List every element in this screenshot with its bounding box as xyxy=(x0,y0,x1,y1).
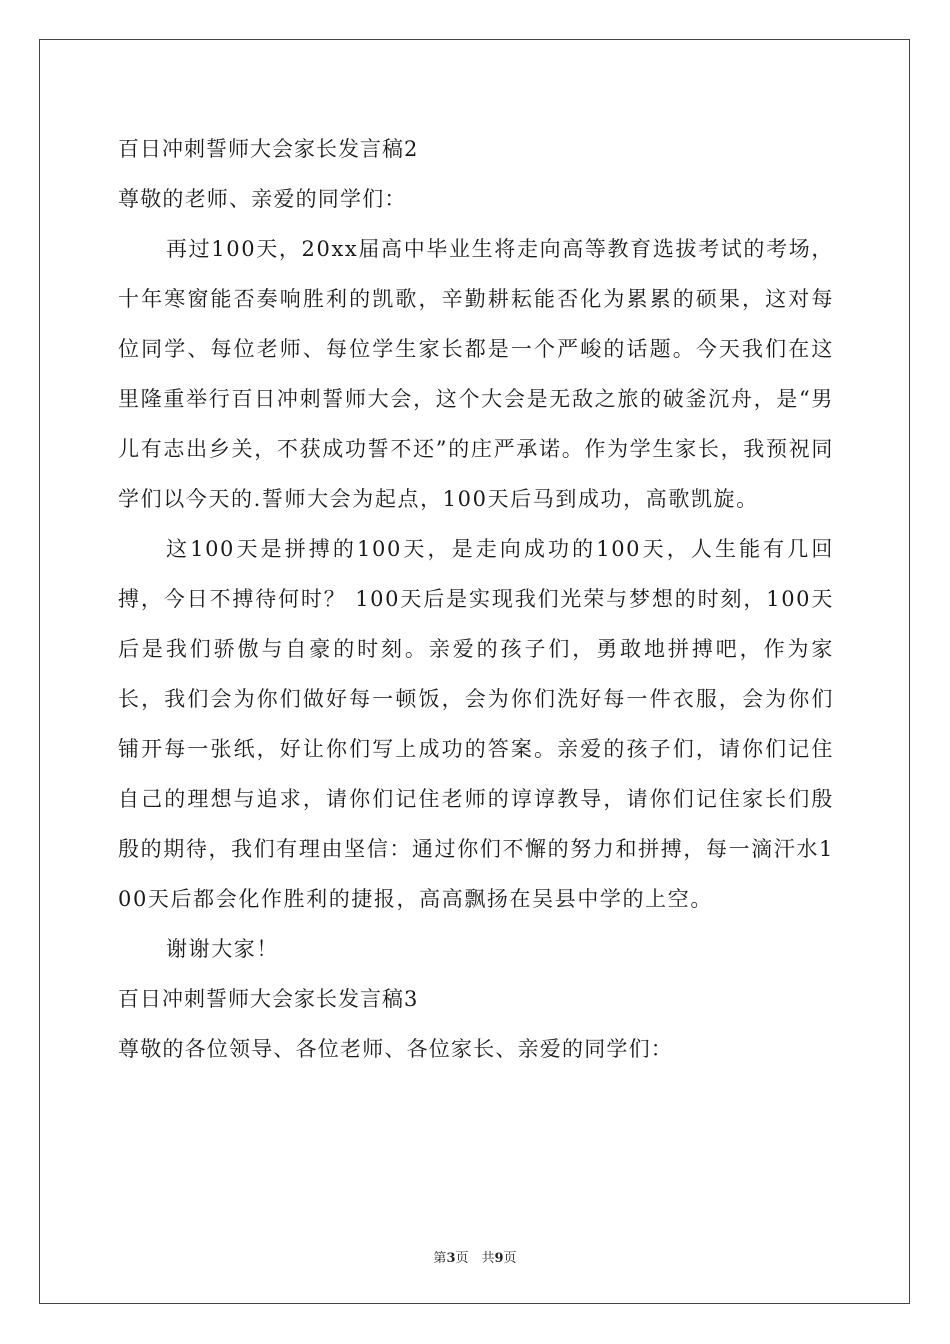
page-footer xyxy=(0,1247,950,1266)
total-pages-number: 9 xyxy=(494,1251,504,1266)
section-heading: 百日冲刺誓师大会家长发言稿2 xyxy=(118,137,419,161)
footer-mid: 页 共 xyxy=(455,1251,495,1266)
paragraph: 再过100天，20xx届高中毕业生将走向高等教育选拔考试的考场，十年寒窗能否奏响胜利的凯歌，辛勤耕耘能否化为累累的硕果，这对每位同学、每位老师、每位学生家长都是一个严峻的话题。今天我们在这里隆重举行百日冲刺誓师大会，这个大会是无敌之旅的破釜沉舟，是“男儿有志出乡关，不获成功誓不还”的庄严承诺。作为学生家长，我预祝同学们以今天的.誓师大会为起点，100天后马到成功，高歌凯旋。 xyxy=(118,237,834,511)
footer-prefix: 第 xyxy=(433,1251,447,1266)
salutation: 尊敬的各位领导、各位老师、各位家长、亲爱的同学们： xyxy=(118,1037,673,1061)
salutation: 尊敬的老师、亲爱的同学们： xyxy=(118,187,407,211)
current-page-number: 3 xyxy=(446,1251,456,1266)
footer-suffix: 页 xyxy=(503,1251,517,1266)
document-body xyxy=(118,124,834,1074)
paragraph: 这100天是拼搏的100天，是走向成功的100天，人生能有几回搏，今日不搏待何时？ 100天后是实现我们光荣与梦想的时刻，100天后是我们骄傲与自豪的时刻。亲爱的孩子们，勇敢地拼搏吧，作为家长，我们会为你们做好每一顿饭，会为你们洗好每一件衣服，会为你们铺开每一张纸，好让你们写上成功的答案。亲爱的孩子们，请你们记住自己的理想与追求，请你们记住老师的谆谆教导，请你们记住家长们殷殷的期待，我们有理由坚信：通过你们不懈的努力和拼搏，每一滴汗水100天后都会化作胜利的捷报，高高飘扬在吴县中学的上空。 xyxy=(118,537,834,911)
section-heading: 百日冲刺誓师大会家长发言稿3 xyxy=(118,987,419,1011)
closing-line: 谢谢大家！ xyxy=(166,937,279,961)
